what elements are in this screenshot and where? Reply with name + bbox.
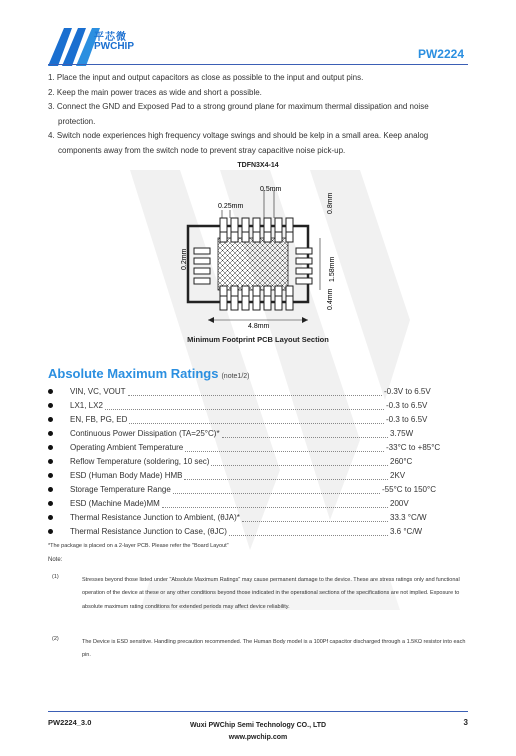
dim-ep-height: 1.58mm [329,256,336,282]
bottom-pads [220,286,293,310]
rating-label: EN, FB, PG, ED [70,415,128,424]
footnote-2-number: (2) [52,636,59,642]
rating-label: LX1, LX2 [70,401,103,410]
package-footnote: *The package is placed on a 2-layer PCB. Please refer the "Board Layout" [48,543,229,549]
pad [253,232,260,242]
pad [253,218,260,232]
dim-pad-length: 0.8mm [327,192,334,214]
rating-value: -55°C to 150°C [382,485,436,494]
pad [286,286,293,296]
rating-row [48,498,468,512]
pad [194,258,210,264]
pad [296,268,312,274]
rating-row [48,386,468,400]
footer-divider [48,711,468,712]
pad [220,232,227,242]
bullet-icon [48,445,53,450]
figure-package-name: TDFN3X4-14 [237,162,279,169]
pad [231,218,238,232]
bullet-icon [48,473,53,478]
section-title [48,366,250,381]
bullet-icon [48,417,53,422]
footer-doc-id: PW2224_3.0 [48,718,92,727]
rating-label: VIN, VC, VOUT [70,387,126,396]
pad [194,248,210,254]
bullet-icon [48,501,53,506]
footnote-2-text: The Device is ESD sensitive. Handling precaution recommended. The Human Body model is a 100Pf capacitor discharged through a 1.5KΩ resistor into each pin. [82,639,466,659]
rating-row [48,512,468,526]
rating-value: -33°C to +85°C [386,443,441,452]
bullet-icon [48,487,53,492]
pad [286,232,293,242]
section-title-text: Absolute Maximum Ratings [48,366,219,381]
footer-company [0,720,516,744]
pad [242,296,249,310]
logo-english-text: PWCHIP [94,41,134,52]
pad [264,232,271,242]
pad [253,286,260,296]
dot-leader [105,409,384,410]
footer-company-name: Wuxi PWChip Semi Technology CO., LTD [189,722,327,729]
layout-note-3: 3. Connect the GND and Exposed Pad to a strong ground plane for maximum thermal dissipation and noise protection. [48,102,429,126]
rating-value: -0.3V to 6.5V [384,387,431,396]
footprint-diagram [160,178,370,330]
pad [220,286,227,296]
footer-page-number: 3 [463,718,468,727]
dot-leader [129,423,384,424]
dim-pitch: 0.5mm [260,186,282,193]
rating-label: ESD (Human Body Made) HMB [70,471,183,480]
note-label: Note: [48,557,63,563]
layout-note-4: 4. Switch node experiences high frequency voltage swings and should be kelp in a small area. Keep analog components away from the switch node to prevent stray capacitive noise pick-up. [48,131,429,155]
rating-label: Thermal Resistance Junction to Ambient, (θJA)* [70,513,240,522]
dim-ep-offset: 0.4mm [327,288,334,310]
rating-label: Storage Temperature Range [70,485,171,494]
pad [264,286,271,296]
pad [231,286,238,296]
footnote-1-number: (1) [52,574,59,580]
ratings-list [48,386,468,540]
bullet-icon [48,515,53,520]
pad [231,296,238,310]
rating-value: 200V [390,499,409,508]
pad [220,218,227,232]
dot-leader [222,437,388,438]
rating-label: ESD (Machine Made)MM [70,499,160,508]
footer-website: www.pwchip.com [228,734,288,741]
rating-value: 2KV [390,471,406,480]
rating-value: -0.3 to 6.5V [386,415,428,424]
rating-value: 33.3 °C/W [390,513,427,522]
layout-note-2: 2. Keep the main power traces as wide and short a possible. [48,87,262,97]
pad [194,268,210,274]
pad [286,296,293,310]
pad [242,218,249,232]
rating-row [48,414,468,428]
dot-leader [173,493,380,494]
section-subtitle: (note1/2) [221,373,250,380]
exposed-pad [218,238,288,290]
layout-note-1: 1. Place the input and output capacitors as close as possible to the input and output pins. [48,73,364,82]
header-divider [48,64,468,65]
rating-row [48,526,468,540]
dim-pad-gap: 0.2mm [181,248,188,270]
rating-value: -0.3 to 6.5V [386,401,428,410]
rating-label: Operating Ambient Temperature [70,443,184,452]
rating-row [48,400,468,414]
rating-label: Reflow Temperature (soldering, 10 sec) [70,457,210,466]
dot-leader [128,395,382,396]
pad [220,296,227,310]
rating-row [48,428,468,442]
pad [275,232,282,242]
pad [242,286,249,296]
bullet-icon [48,459,53,464]
dim-pad-width: 0.25mm [218,203,244,210]
dim-total-width: 4.8mm [248,323,270,330]
dot-leader [211,465,388,466]
dot-leader [242,521,388,522]
dot-leader [184,479,388,480]
top-pads [220,218,293,242]
bullet-icon [48,403,53,408]
rating-value: 260°C [390,457,413,466]
dot-leader [229,535,388,536]
pad [275,286,282,296]
logo-chinese-text: 平芯微 [94,32,127,43]
layout-notes [48,71,468,158]
rating-row [48,470,468,484]
bullet-icon [48,529,53,534]
header-part-number: PW2224 [417,47,464,61]
rating-value: 3.6 °C/W [390,527,423,536]
dot-leader [185,451,384,452]
rating-value: 3.75W [390,429,414,438]
pad [253,296,260,310]
pad [296,248,312,254]
pad [264,296,271,310]
pad [242,232,249,242]
pad [264,218,271,232]
bullet-icon [48,431,53,436]
pad [194,278,210,284]
pad [296,278,312,284]
rating-label: Thermal Resistance Junction to Case, (θJC) [70,527,227,536]
rating-label: Continuous Power Dissipation (TA=25°C)* [70,429,220,438]
dot-leader [162,507,388,508]
pad [275,218,282,232]
pad [275,296,282,310]
pad [231,232,238,242]
pad [296,258,312,264]
pad [286,218,293,232]
footnote-1-text: Stresses beyond those listed under "Absolute Maximum Ratings" may cause permanent damage to the device. These are stress ratings only and functional operation of the device at these or any other conditions beyond those indicated in the operational sections of the specifications are not implied. Exposure to absolute maximum rating conditions for extended periods may affect device reliability. [82,577,460,610]
rating-row [48,484,468,498]
rating-row [48,442,468,456]
figure-caption: Minimum Footprint PCB Layout Section [187,335,329,344]
bullet-icon [48,389,53,394]
rating-row [48,456,468,470]
